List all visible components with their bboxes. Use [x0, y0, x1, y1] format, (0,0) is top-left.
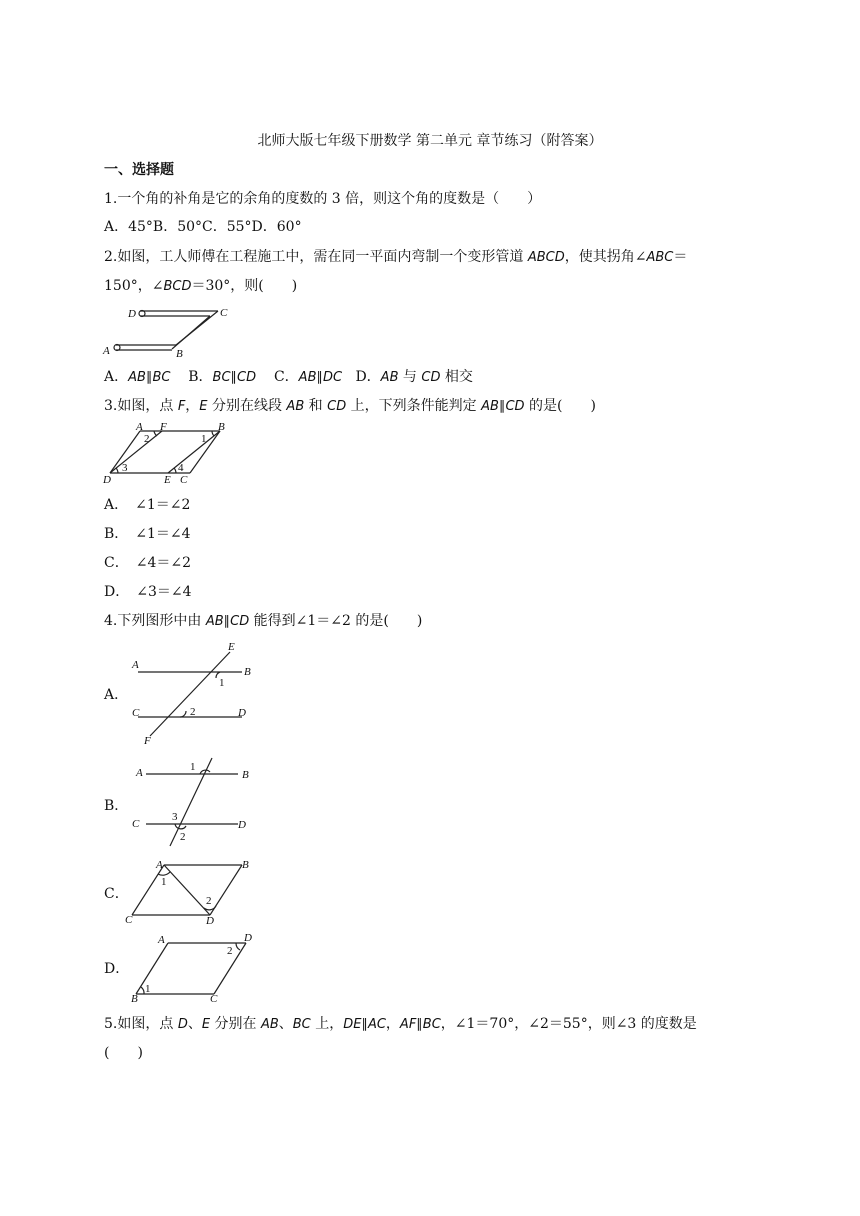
q3-option-c: C． ∠4＝∠2: [104, 555, 191, 571]
section-heading: 一、选择题: [104, 162, 174, 178]
q4c-label-c: C: [125, 914, 133, 926]
q5-var-d: D: [177, 1017, 188, 1032]
q3-var-f: F: [177, 399, 186, 414]
q5-var-e: E: [201, 1017, 211, 1032]
q4-option-c-letter: C．: [104, 886, 129, 902]
q2-var-abcd: ABCD: [527, 250, 565, 265]
q3-angle-2: 2: [144, 433, 150, 445]
q4-option-a-letter: A．: [104, 687, 129, 703]
q4d-label-d: D: [244, 932, 252, 944]
q2-text-d: 150°，∠: [104, 278, 164, 294]
q4d-label-c: C: [210, 993, 218, 1004]
question-2-options: [104, 367, 473, 388]
q4-option-d-letter: D．: [104, 961, 130, 977]
q4-option-b-letter: B．: [104, 798, 129, 814]
q2-label-c: C: [220, 307, 228, 319]
q4d-label-b: B: [131, 993, 138, 1004]
q2-pipe-figure: [100, 302, 240, 360]
q3-label-a: A: [136, 421, 143, 433]
q2-opt-c-v1: AB: [298, 370, 317, 385]
q4-figure-b: [124, 756, 264, 852]
q2-opt-a-v2: BC: [152, 370, 171, 385]
q3-angle-4: 4: [178, 462, 184, 474]
q3-comma: ，: [185, 398, 200, 414]
q2-var-bcd: BCD: [163, 279, 192, 294]
q4d-angle-1: 1: [145, 983, 151, 995]
q2-label-b: B: [176, 348, 183, 360]
q4b-label-b: B: [242, 769, 249, 781]
q2-opt-b-v2: CD: [237, 370, 257, 385]
q5-s1: 、: [187, 1016, 202, 1032]
q3-option-a: A． ∠1＝∠2: [104, 497, 191, 513]
question-1-options: A．45°B．50°C．55°D．60°: [104, 219, 302, 235]
q4a-label-c: C: [132, 707, 140, 719]
q5-s3: ，: [385, 1016, 400, 1032]
q4c-label-b: B: [242, 859, 249, 871]
q5-t4: ，∠1＝70°，∠2＝55°，则∠3 的度数是: [440, 1016, 697, 1032]
q4-var: AB∥CD: [205, 614, 250, 629]
q3-var-ab: AB: [286, 399, 305, 414]
q2-opt-d-v1: AB: [380, 370, 399, 385]
question-3-text: [104, 396, 596, 417]
q2-opt-b-letter: B．: [188, 369, 213, 385]
q5-var-ab: AB: [260, 1017, 279, 1032]
q3-label-d: D: [103, 474, 111, 486]
q2-text-a: 2.如图，工人师傅在工程施工中，需在同一平面内弯制一个变形管道: [104, 249, 528, 265]
q3-label-c: C: [180, 474, 188, 486]
q3-angle-1: 1: [201, 433, 207, 445]
q2-opt-c-rel: ∥: [316, 370, 323, 385]
q3-option-d: D． ∠3＝∠4: [104, 584, 192, 600]
q4b-angle-2: 2: [180, 831, 186, 843]
q2-opt-b-v1: BC: [212, 370, 231, 385]
q4c-label-a: A: [156, 859, 163, 871]
q3-var-cd: CD: [327, 399, 347, 414]
q4c-angle-2: 2: [206, 895, 212, 907]
question-4-text: [104, 611, 422, 632]
q2-var-abc: ABC: [646, 250, 674, 265]
q4-figure-c: [124, 856, 264, 928]
q2-text-b: ，使其拐角∠: [564, 249, 647, 265]
q5-var-de-ac: DE∥AC: [343, 1017, 386, 1032]
q2-text-e: ＝30°，则( ): [191, 278, 298, 294]
q3-t4: 上，下列条件能判定: [346, 398, 482, 414]
q2-opt-d-letter: D．: [355, 369, 381, 385]
q3-t2: 分别在线段: [207, 398, 287, 414]
q3-var-ab-cd: AB∥CD: [481, 399, 525, 414]
q2-label-a: A: [103, 345, 110, 357]
document-title: 北师大版七年级下册数学 第二单元 章节练习（附答案）: [257, 133, 603, 149]
q2-text-c: ＝: [673, 249, 688, 265]
q5-t3: 上，: [310, 1016, 344, 1032]
q3-label-b: B: [218, 421, 225, 433]
q4a-label-a: A: [132, 659, 139, 671]
q4a-angle-1: 1: [219, 677, 225, 689]
q3-parallelogram-figure: [102, 421, 232, 487]
q3-t5: 的是( ): [524, 398, 596, 414]
q2-opt-d-rel: 与: [398, 369, 422, 385]
q4c-label-d: D: [206, 915, 214, 927]
q2-opt-c-letter: C．: [273, 369, 299, 385]
q4d-angle-2: 2: [227, 945, 233, 957]
q4a-label-f: F: [144, 735, 151, 746]
q4-t1: 4.下列图形中由: [104, 613, 206, 629]
question-5-line-2: ( ): [104, 1045, 143, 1061]
q3-label-f: F: [160, 421, 167, 433]
question-5-line-1: [104, 1014, 697, 1035]
q2-opt-d-tail: 相交: [440, 369, 473, 385]
q2-opt-a-rel: ∥: [145, 370, 153, 385]
q4a-label-b: B: [244, 666, 251, 678]
q4b-label-d: D: [238, 819, 246, 831]
question-2-line-2: [104, 276, 297, 297]
q2-opt-d-v2: CD: [421, 370, 441, 385]
q3-angle-3: 3: [122, 462, 128, 474]
question-1-text: 1.一个角的补角是它的余角的度数的 3 倍，则这个角的度数是（ ）: [104, 191, 542, 207]
q4b-angle-3: 3: [172, 811, 178, 823]
q4d-label-a: A: [158, 934, 165, 946]
question-2-line-1: [104, 247, 687, 268]
q2-opt-b-rel: ∥: [230, 370, 238, 385]
q4a-label-e: E: [228, 641, 235, 653]
q4-figure-a: [124, 640, 264, 746]
q4-t2: 能得到∠1＝∠2 的是( ): [249, 613, 423, 629]
q5-s2: 、: [278, 1016, 293, 1032]
q3-t1: 3.如图，点: [104, 398, 178, 414]
q3-t3: 和: [304, 398, 328, 414]
q3-option-b: B． ∠1＝∠4: [104, 526, 191, 542]
q4-figure-d: [124, 930, 264, 1004]
q4a-angle-2: 2: [190, 706, 196, 718]
q3-label-e: E: [164, 474, 171, 486]
q2-opt-a-letter: A．: [104, 369, 129, 385]
q4a-label-d: D: [238, 707, 246, 719]
q5-var-af-bc: AF∥BC: [399, 1017, 441, 1032]
q2-opt-a-v1: AB: [128, 370, 146, 385]
q4c-angle-1: 1: [161, 876, 167, 888]
q2-label-d: D: [128, 308, 136, 320]
q4b-angle-1: 1: [190, 761, 196, 773]
q5-t1: 5.如图，点: [104, 1016, 178, 1032]
q4b-label-a: A: [136, 767, 143, 779]
q4b-label-c: C: [132, 818, 140, 830]
q5-var-bc: BC: [292, 1017, 311, 1032]
q5-t2: 分别在: [210, 1016, 261, 1032]
q3-var-e: E: [199, 399, 208, 414]
q2-opt-c-v2: DC: [322, 370, 343, 385]
